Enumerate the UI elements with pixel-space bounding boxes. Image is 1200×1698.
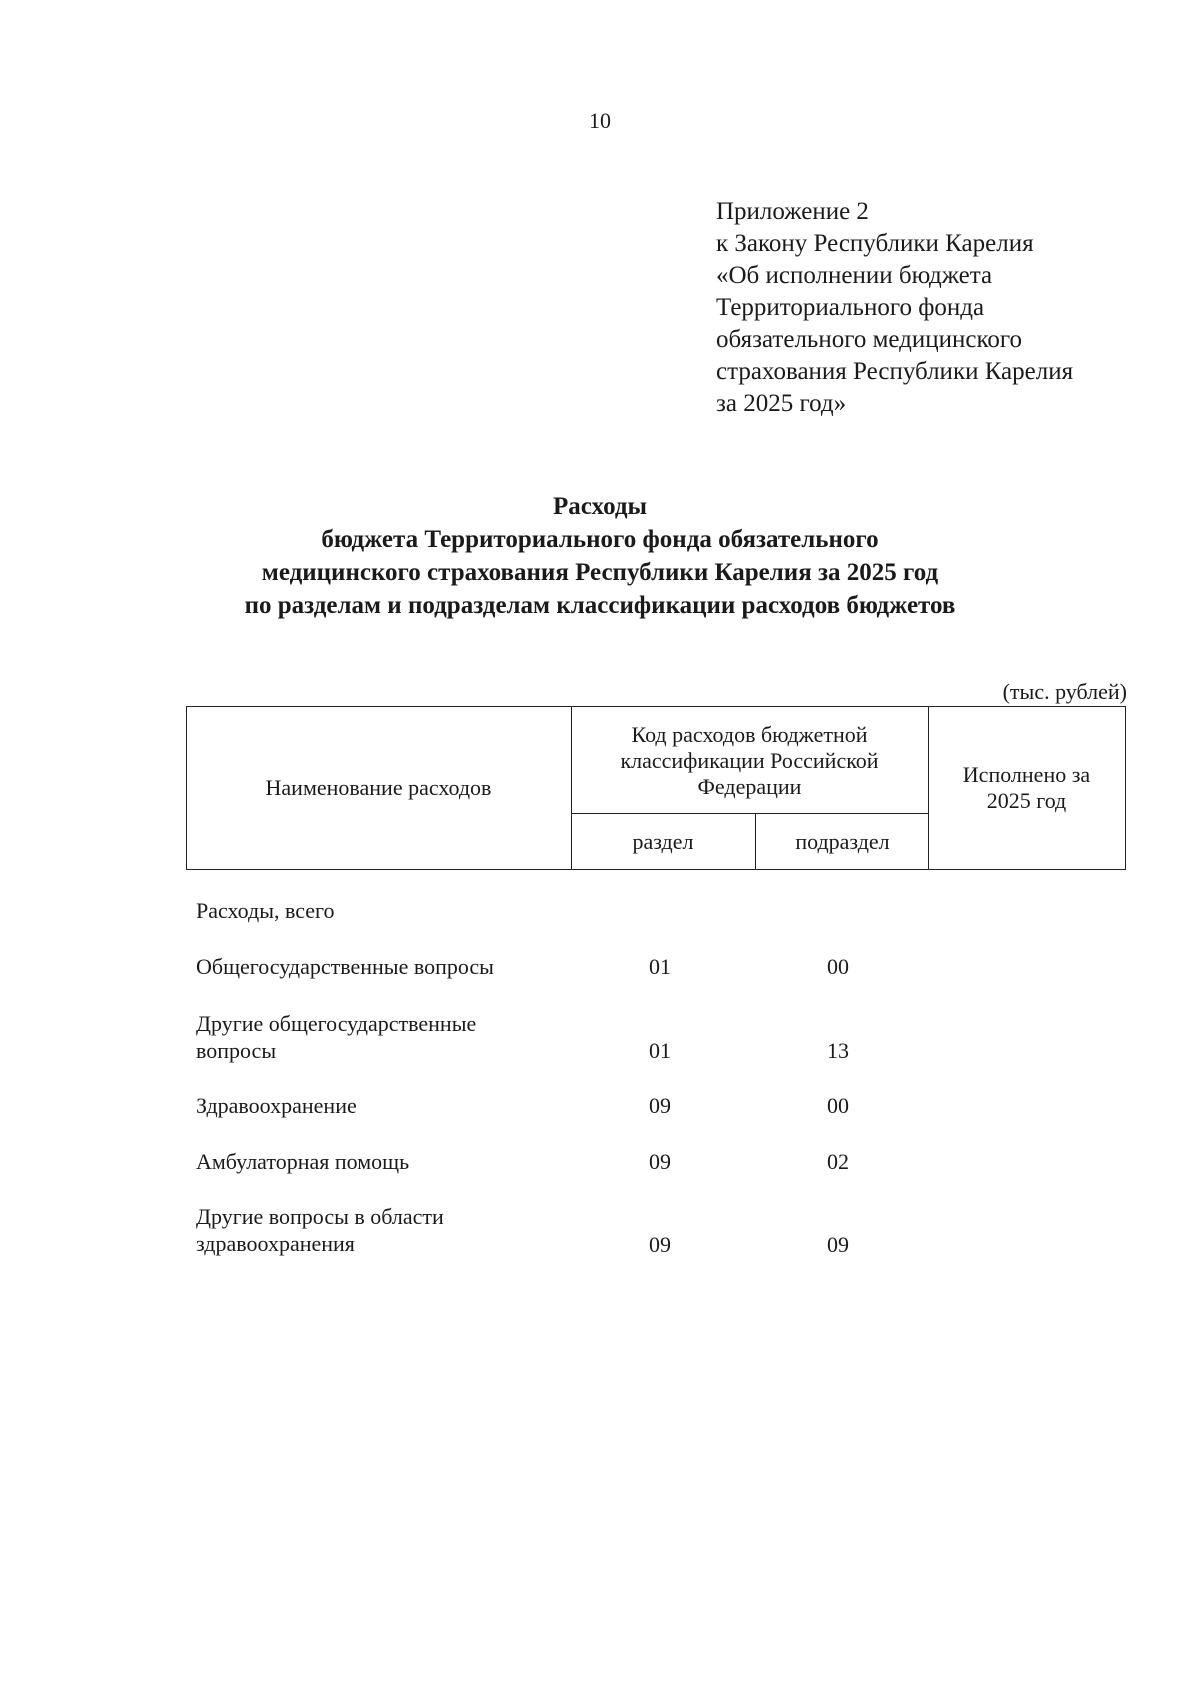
appendix-reference	[716, 196, 1073, 420]
appendix-line: обязательного медицинского	[716, 326, 1023, 353]
appendix-line: за 2025 год»	[716, 390, 847, 417]
table-divider	[928, 707, 929, 869]
row-label: Расходы, всего	[196, 898, 335, 923]
table-border-right	[1125, 707, 1126, 869]
appendix-line: страхования Республики Карелия	[716, 358, 1074, 385]
row-section: 09	[649, 1232, 671, 1257]
table-header	[186, 706, 1126, 870]
row-subsection: 13	[827, 1038, 849, 1063]
units-label: (тыс. рублей)	[1002, 679, 1127, 704]
row-label: Другие общегосударственные вопросы	[196, 1011, 477, 1063]
row-section: 09	[649, 1149, 671, 1174]
appendix-line: к Закону Республики Карелия	[716, 230, 1034, 257]
row-label: Общегосударственные вопросы	[196, 954, 494, 979]
header-name-column: Наименование расходов	[265, 775, 492, 800]
appendix-line: «Об исполнении бюджета	[716, 262, 993, 289]
row-subsection: 02	[827, 1149, 849, 1174]
row-subsection: 00	[827, 954, 849, 979]
page-number: 10	[589, 108, 611, 133]
appendix-line: Территориального фонда	[716, 294, 985, 321]
header-section: раздел	[632, 829, 694, 854]
row-label: Здравоохранение	[196, 1093, 357, 1118]
row-section: 09	[649, 1093, 671, 1118]
row-label: Другие вопросы в области здравоохранения	[196, 1204, 444, 1256]
header-code-group: Код расходов бюджетной классификации Российской Федерации	[620, 722, 879, 799]
header-executed: Исполнено за 2025 год	[962, 762, 1091, 813]
row-section: 01	[649, 1038, 671, 1063]
row-subsection: 09	[827, 1232, 849, 1257]
row-label: Амбулаторная помощь	[196, 1149, 410, 1174]
row-subsection: 00	[827, 1093, 849, 1118]
document-title	[0, 490, 1200, 622]
table-divider	[755, 813, 756, 869]
title-line: медицинского страхования Республики Карелия за 2025 год	[261, 559, 939, 586]
title-line: по разделам и подразделам классификации расходов бюджетов	[244, 592, 956, 619]
header-subsection: подраздел	[795, 829, 890, 854]
appendix-line: Приложение 2	[716, 198, 869, 225]
table-divider	[571, 813, 928, 814]
row-section: 01	[649, 954, 671, 979]
title-line: Расходы	[552, 493, 648, 520]
title-line: бюджета Территориального фонда обязательного	[321, 526, 879, 553]
